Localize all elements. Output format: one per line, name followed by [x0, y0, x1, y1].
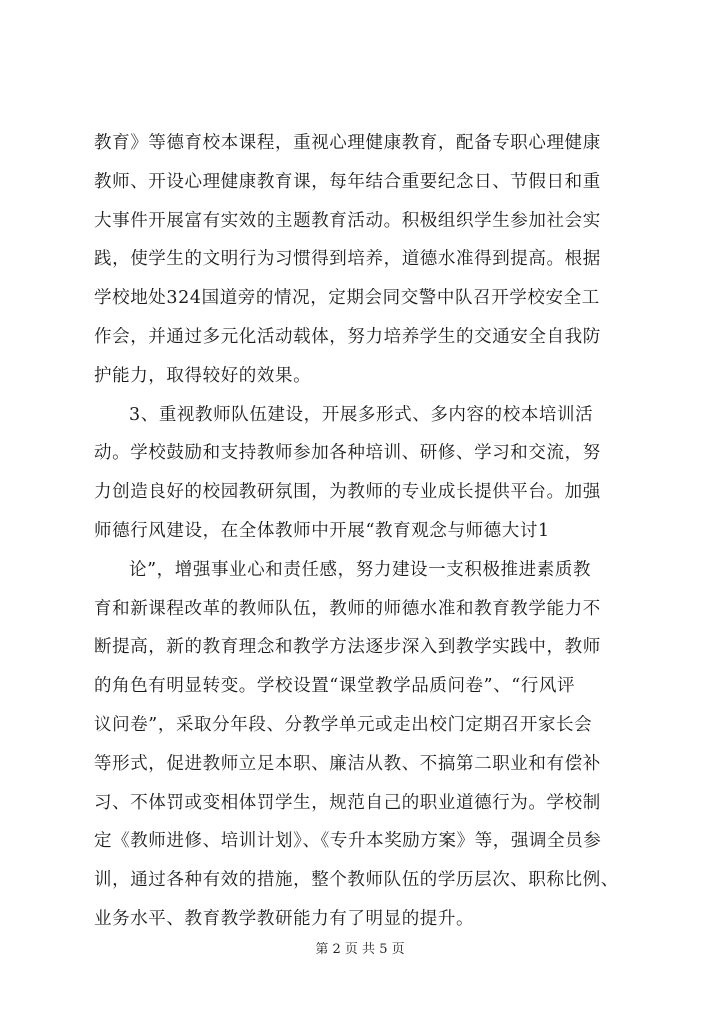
- text-line: 动。学校鼓励和支持教师参加各种培训、研修、学习和交流，努: [94, 443, 601, 464]
- text-line: 3、重视教师队伍建设，开展多形式、多内容的校本培训活: [129, 404, 594, 425]
- text-line: 力创造良好的校园教研氛围，为教师的专业成长提供平台。加强: [94, 482, 601, 503]
- text-line: 践，使学生的文明行为习惯得到培养，道德水准得到提高。根据: [94, 249, 601, 270]
- text-line: 训，通过各种有效的措施，整个教师队伍的学历层次、职称比例、: [94, 870, 619, 891]
- text-line: 论”，增强事业心和责任感，努力建设一支积极推进素质教: [129, 559, 592, 580]
- text-line: 教育》等德育校本课程，重视心理健康教育，配备专职心理健康: [94, 133, 601, 153]
- text-line: 护能力，取得较好的效果。: [94, 365, 312, 386]
- text-line: 大事件开展富有实效的主题教育活动。积极组织学生参加社会实: [94, 210, 601, 231]
- text-line: 定《教师进修、培训计划》、《专升本奖励方案》等，强调全员参: [94, 831, 602, 852]
- text-line: 的角色有明显转变。学校设置“课堂教学品质问卷”、“行风评: [94, 676, 576, 697]
- text-line: 断提高，新的教育理念和教学方法逐步深入到教学实践中，教师: [94, 637, 601, 658]
- text-line: 业务水平、教育教学教研能力有了明显的提升。: [94, 908, 475, 929]
- text-line: 议问卷”，采取分年段、分教学单元或走出校门定期召开家长会: [94, 714, 593, 735]
- text-line: 习、不体罚或变相体罚学生，规范自己的职业道德行为。学校制: [94, 792, 601, 813]
- text-line: 学校地处324国道旁的情况，定期会同交警中队召开学校安全工: [94, 288, 600, 309]
- body-text: [94, 124, 634, 939]
- text-line: 教师、开设心理健康教育课，每年结合重要纪念日、节假日和重: [94, 171, 601, 192]
- text-line: 作会，并通过多元化活动载体，努力培养学生的交通安全自我防: [94, 326, 601, 347]
- page-number: 第 2 页 共 5 页: [315, 942, 405, 957]
- page-footer: [0, 938, 720, 957]
- text-line: 师德行风建设，在全体教师中开展“教育观念与师德大讨1: [94, 520, 550, 541]
- text-line: 育和新课程改革的教师队伍，教师的师德水准和教育教学能力不: [94, 598, 601, 619]
- text-line: 等形式，促进教师立足本职、廉洁从教、不搞第二职业和有偿补: [94, 753, 601, 774]
